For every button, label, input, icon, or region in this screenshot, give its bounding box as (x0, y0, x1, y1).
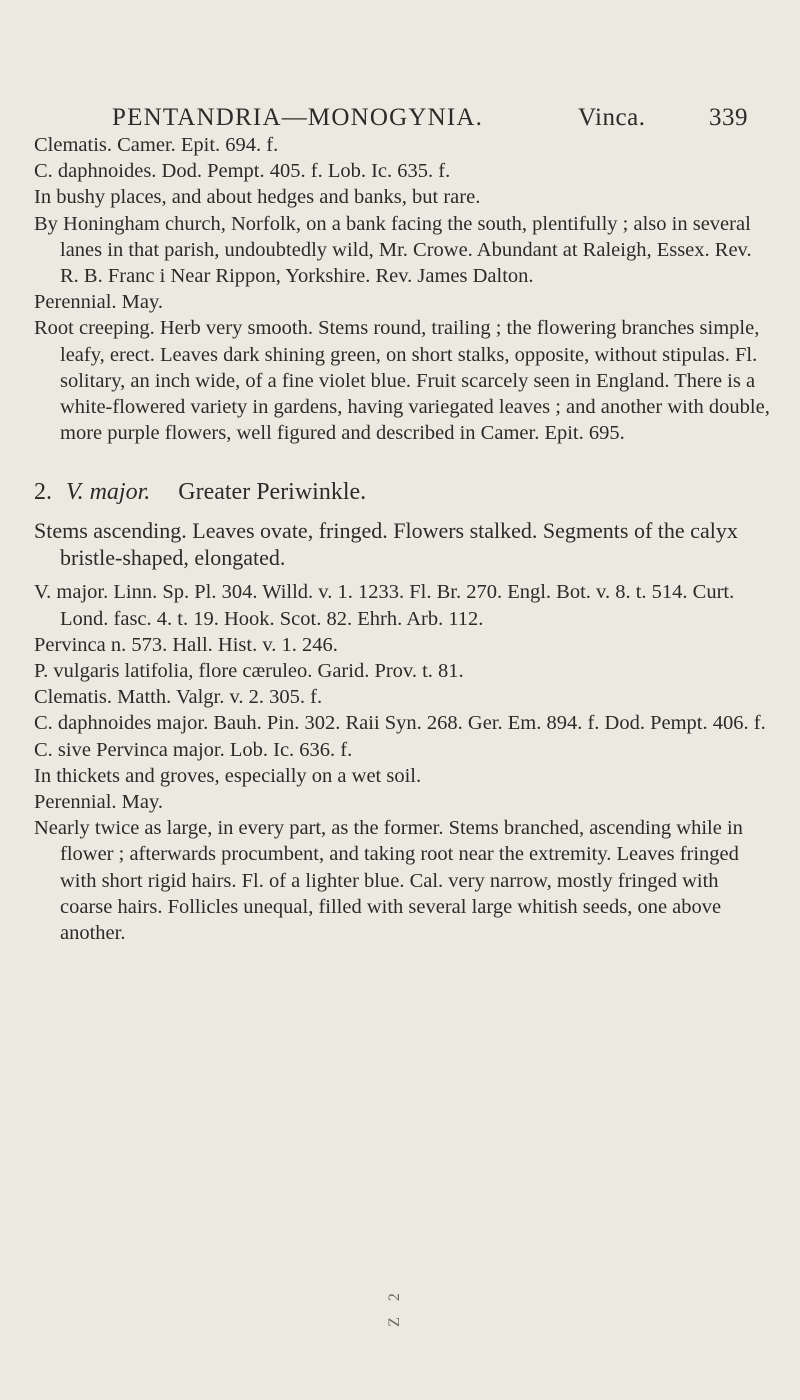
description-paragraph: Nearly twice as large, in every part, as the former. Stems branched, ascending while in flower ; afterwards procumbent, and taking root near the extremity. Leaves fringed with short rigid hairs. Fl. of a lighter blue. Cal. very narrow, mostly fringed with coarse hairs. Follicles unequal, filled with several large whitish seeds, one above another. (34, 817, 743, 945)
specific-character: Stems ascending. Leaves ovate, fringed. Flowers stalked. Segments of the calyx bristle-shaped, elongated. (34, 518, 738, 571)
synonym-line: Clematis. Camer. Epit. 694. f. (34, 134, 279, 156)
habitat-line: In thickets and groves, especially on a wet soil. (34, 764, 422, 787)
signature-mark: Z 2 (385, 1287, 403, 1327)
running-head-title: PENTANDRIA—MONOGYNIA. (112, 104, 484, 131)
synonym-line: C. daphnoides major. Bauh. Pin. 302. Raii Syn. 268. Ger. Em. 894. f. Dod. Pempt. 406. f. (34, 712, 766, 735)
description-paragraph: Root creeping. Herb very smooth. Stems round, trailing ; the flowering branches simple, leafy, erect. Leaves dark shining green, on short stalks, opposite, without stipulas. Fl. solitary, an inch wide, of a fine violet blue. Fruit scarcely seen in England. There is a white-flowered variety in gardens, having variegated leaves ; and another with double, more purple flowers, well figured and described in Camer. Epit. 695. (34, 317, 770, 445)
synonym-line: Pervinca n. 573. Hall. Hist. v. 1. 246. (34, 633, 338, 656)
species-common-name: Greater Periwinkle. (178, 479, 367, 506)
duration-line: Perennial. May. (34, 791, 164, 814)
synonym-line: P. vulgaris latifolia, flore cæruleo. Garid. Prov. t. 81. (34, 660, 464, 683)
synonym-line: V. major. Linn. Sp. Pl. 304. Willd. v. 1. 1233. Fl. Br. 270. Engl. Bot. v. 8. t. 514. Curt. Lond. fasc. 4. t. 19. Hook. Scot. 82. Ehrh. Arb. 112. (34, 581, 735, 630)
synonym-line: Clematis. Matth. Valgr. v. 2. 305. f. (34, 686, 323, 709)
species-number: 2. (34, 479, 52, 506)
body-text (34, 132, 774, 946)
habitat-line: In bushy places, and about hedges and banks, but rare. (34, 186, 481, 209)
synonym-line: C. sive Pervinca major. Lob. Ic. 636. f. (34, 738, 353, 761)
species-heading (34, 477, 774, 507)
synonym-line: C. daphnoides. Dod. Pempt. 405. f. Lob. Ic. 635. f. (34, 160, 451, 183)
page-number: 339 (709, 104, 748, 131)
locality-paragraph: By Honingham church, Norfolk, on a bank facing the south, plentifully ; also in several lanes in that parish, undoubtedly wild, Mr. Crowe. Abundant at Raleigh, Essex. Rev. R. B. Franc i Near Rippon, Yorkshire. Rev. James Dalton. (34, 212, 752, 288)
duration-line: Perennial. May. (34, 291, 164, 314)
running-head-genus: Vinca. (578, 104, 646, 131)
species-name: V. major. (66, 479, 151, 506)
